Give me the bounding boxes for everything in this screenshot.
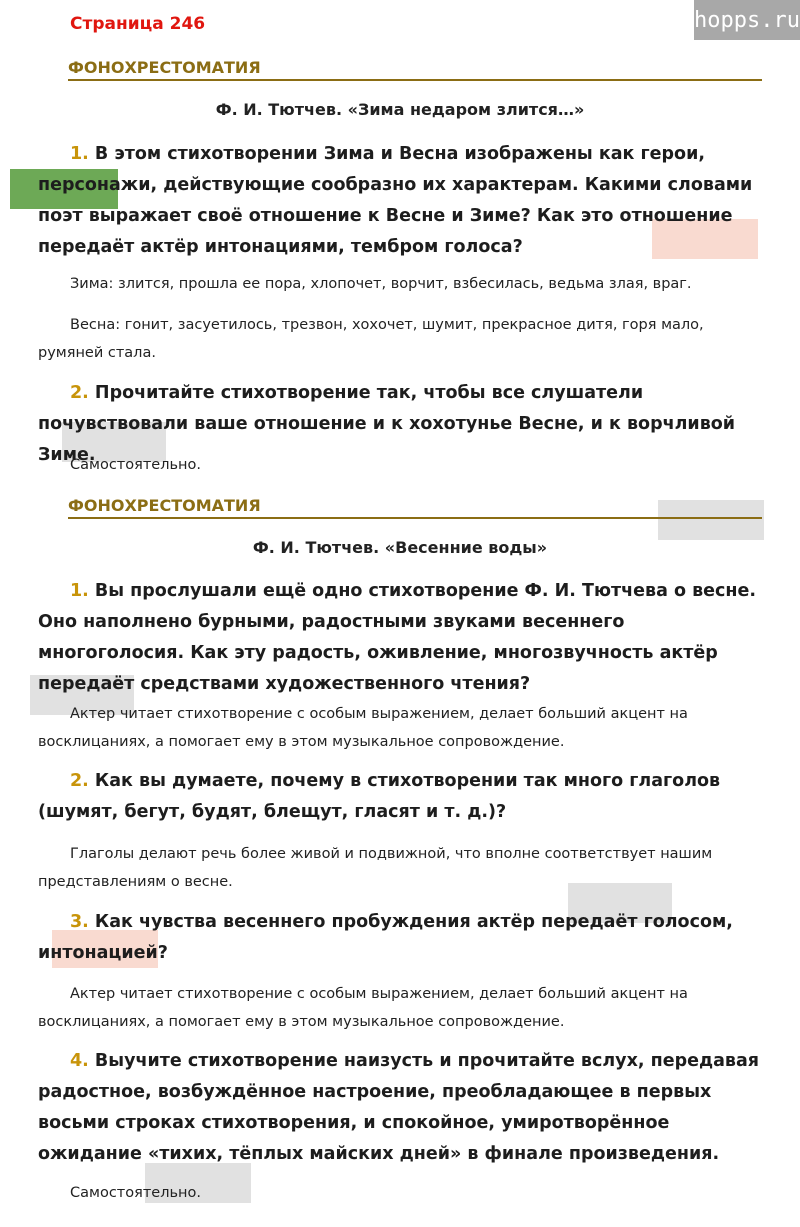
question-number: 3. xyxy=(70,912,89,932)
page-label: Страница 246 xyxy=(70,14,206,34)
question-text: Выучите стихотворение наизусть и прочитайте вслух, передавая радостное, возбуждённое настроение, преобладающее в первых восьми строках стихотворения, и спокойное, умиротворённое ожидание «тихих, тёплых майских дней» в финале произведения. xyxy=(38,1051,760,1164)
section-heading: ФОНОХРЕСТОМАТИЯ xyxy=(68,58,762,81)
question-text: В этом стихотворении Зима и Весна изображены как герои, персонажи, действующие сообразно их характерам. Какими словами поэт выражает своё отношение к Весне и Зиме? Как это отношение передаёт актёр интонациями, тембром голоса? xyxy=(38,144,753,257)
answer: Самостоятельно. xyxy=(70,1185,201,1201)
question xyxy=(38,907,768,969)
answer: Актер читает стихотворение с особым выражением, делает больший акцент на восклицаниях, а помогает ему в этом музыкальное сопровождение. xyxy=(38,986,688,1030)
poem-title: Ф. И. Тютчев. «Весенние воды» xyxy=(252,538,548,557)
question-text: Вы прослушали ещё одно стихотворение Ф. И. Тютчева о весне. Оно наполнено бурными, радостными звуками весеннего многоголосия. Как эту радость, оживление, многозвучность актёр передаёт средствами художественного чтения? xyxy=(38,581,757,694)
answer: Весна: гонит, засуетилось, трезвон, хохочет, шумит, прекрасное дитя, горя мало, румяней стала. xyxy=(38,317,704,361)
question xyxy=(38,766,768,828)
question-number: 2. xyxy=(70,771,89,791)
question-number: 1. xyxy=(70,581,89,601)
answer: Зима: злится, прошла ее пора, хлопочет, ворчит, взбесилась, ведьма злая, враг. xyxy=(70,276,692,292)
watermark-logo: hopps.ru xyxy=(694,0,800,40)
section-heading: ФОНОХРЕСТОМАТИЯ xyxy=(68,496,762,519)
poem-title: Ф. И. Тютчев. «Зима недаром злится…» xyxy=(215,100,585,119)
question-text: Как вы думаете, почему в стихотворении так много глаголов (шумят, бегут, будят, блещут, гласят и т. д.)? xyxy=(38,771,721,822)
question-number: 2. xyxy=(70,383,89,403)
question-text: Как чувства весеннего пробуждения актёр передаёт голосом, интонацией? xyxy=(38,912,733,963)
question xyxy=(38,1046,768,1170)
question xyxy=(38,576,768,700)
question-text: Прочитайте стихотворение так, чтобы все слушатели почувствовали ваше отношение и к хохотунье Весне, и к ворчливой Зиме. xyxy=(38,383,736,465)
answer: Самостоятельно. xyxy=(70,457,201,473)
question-number: 4. xyxy=(70,1051,89,1071)
answer: Глаголы делают речь более живой и подвижной, что вполне соответствует нашим представлениям о весне. xyxy=(38,846,713,890)
question-number: 1. xyxy=(70,144,89,164)
question xyxy=(38,139,768,263)
answer: Актер читает стихотворение с особым выражением, делает больший акцент на восклицаниях, а помогает ему в этом музыкальное сопровождение. xyxy=(38,706,688,750)
